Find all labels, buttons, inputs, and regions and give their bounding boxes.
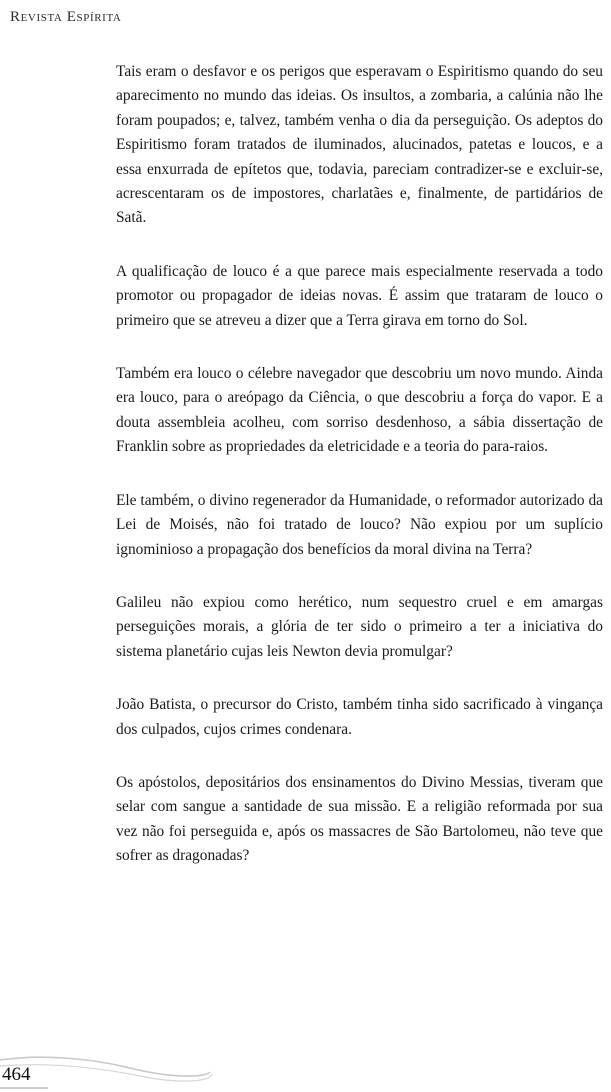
paragraph-6: João Batista, o precursor do Cristo, também tinha sido sacrificado à vingança dos culpados, cujos crimes condenara. [116, 696, 603, 738]
page-body [116, 60, 603, 898]
page-number: 464 [2, 1064, 31, 1085]
folio [0, 1052, 240, 1092]
paragraph-3: Também era louco o célebre navegador que descobriu um novo mundo. Ainda era louco, para o areópago da Ciência, o que descobriu a força do vapor. E a douta assembleia acolheu, com sorriso desdenhoso, a sábia dissertação de Franklin sobre as propriedades da eletricidade e a teoria do para-raios. [116, 365, 603, 456]
paragraph-4: Ele também, o divino regenerador da Humanidade, o reformador autorizado da Lei de Moisés, não foi tratado de louco? Não expiou por um suplício ignominioso a propagação dos benefícios da moral divina na Terra? [116, 491, 603, 558]
running-head: Revista Espírita [10, 9, 122, 25]
folio-swoosh-ornament [0, 1052, 240, 1092]
paragraph-1: Tais eram o desfavor e os perigos que esperavam o Espiritismo quando do seu aparecimento no mundo das ideias. Os insultos, a zombaria, a calúnia não lhe foram poupados; e, talvez, também venha o dia da perseguição. Os adeptos do Espiritismo foram tratados de iluminados, alucinados, patetas e loucos, e a essa enxurrada de epítetos que, todavia, pareciam contradizer-se e excluir-se, acrescentaram os de impostores, charlatães e, finalmente, de partidários de Satã. [116, 63, 603, 227]
paragraph-7: Os apóstolos, depositários dos ensinamentos do Divino Messias, tiveram que selar com sangue a santidade de sua missão. E a religião reformada por sua vez não foi perseguida e, após os massacres de São Bartolomeu, não teve que sofrer as dragonadas? [116, 773, 603, 865]
paragraph-2: A qualificação de louco é a que parece mais especialmente reservada a todo promotor ou propagador de ideias novas. É assim que trataram de louco o primeiro que se atreveu a dizer que a Terra girava em torno do Sol. [116, 262, 603, 329]
paragraph-5: Galileu não expiou como herético, num sequestro cruel e em amargas perseguições morais, a glória de ter sido o primeiro a ter a iniciativa do sistema planetário cujas leis Newton devia promulgar? [116, 593, 603, 660]
